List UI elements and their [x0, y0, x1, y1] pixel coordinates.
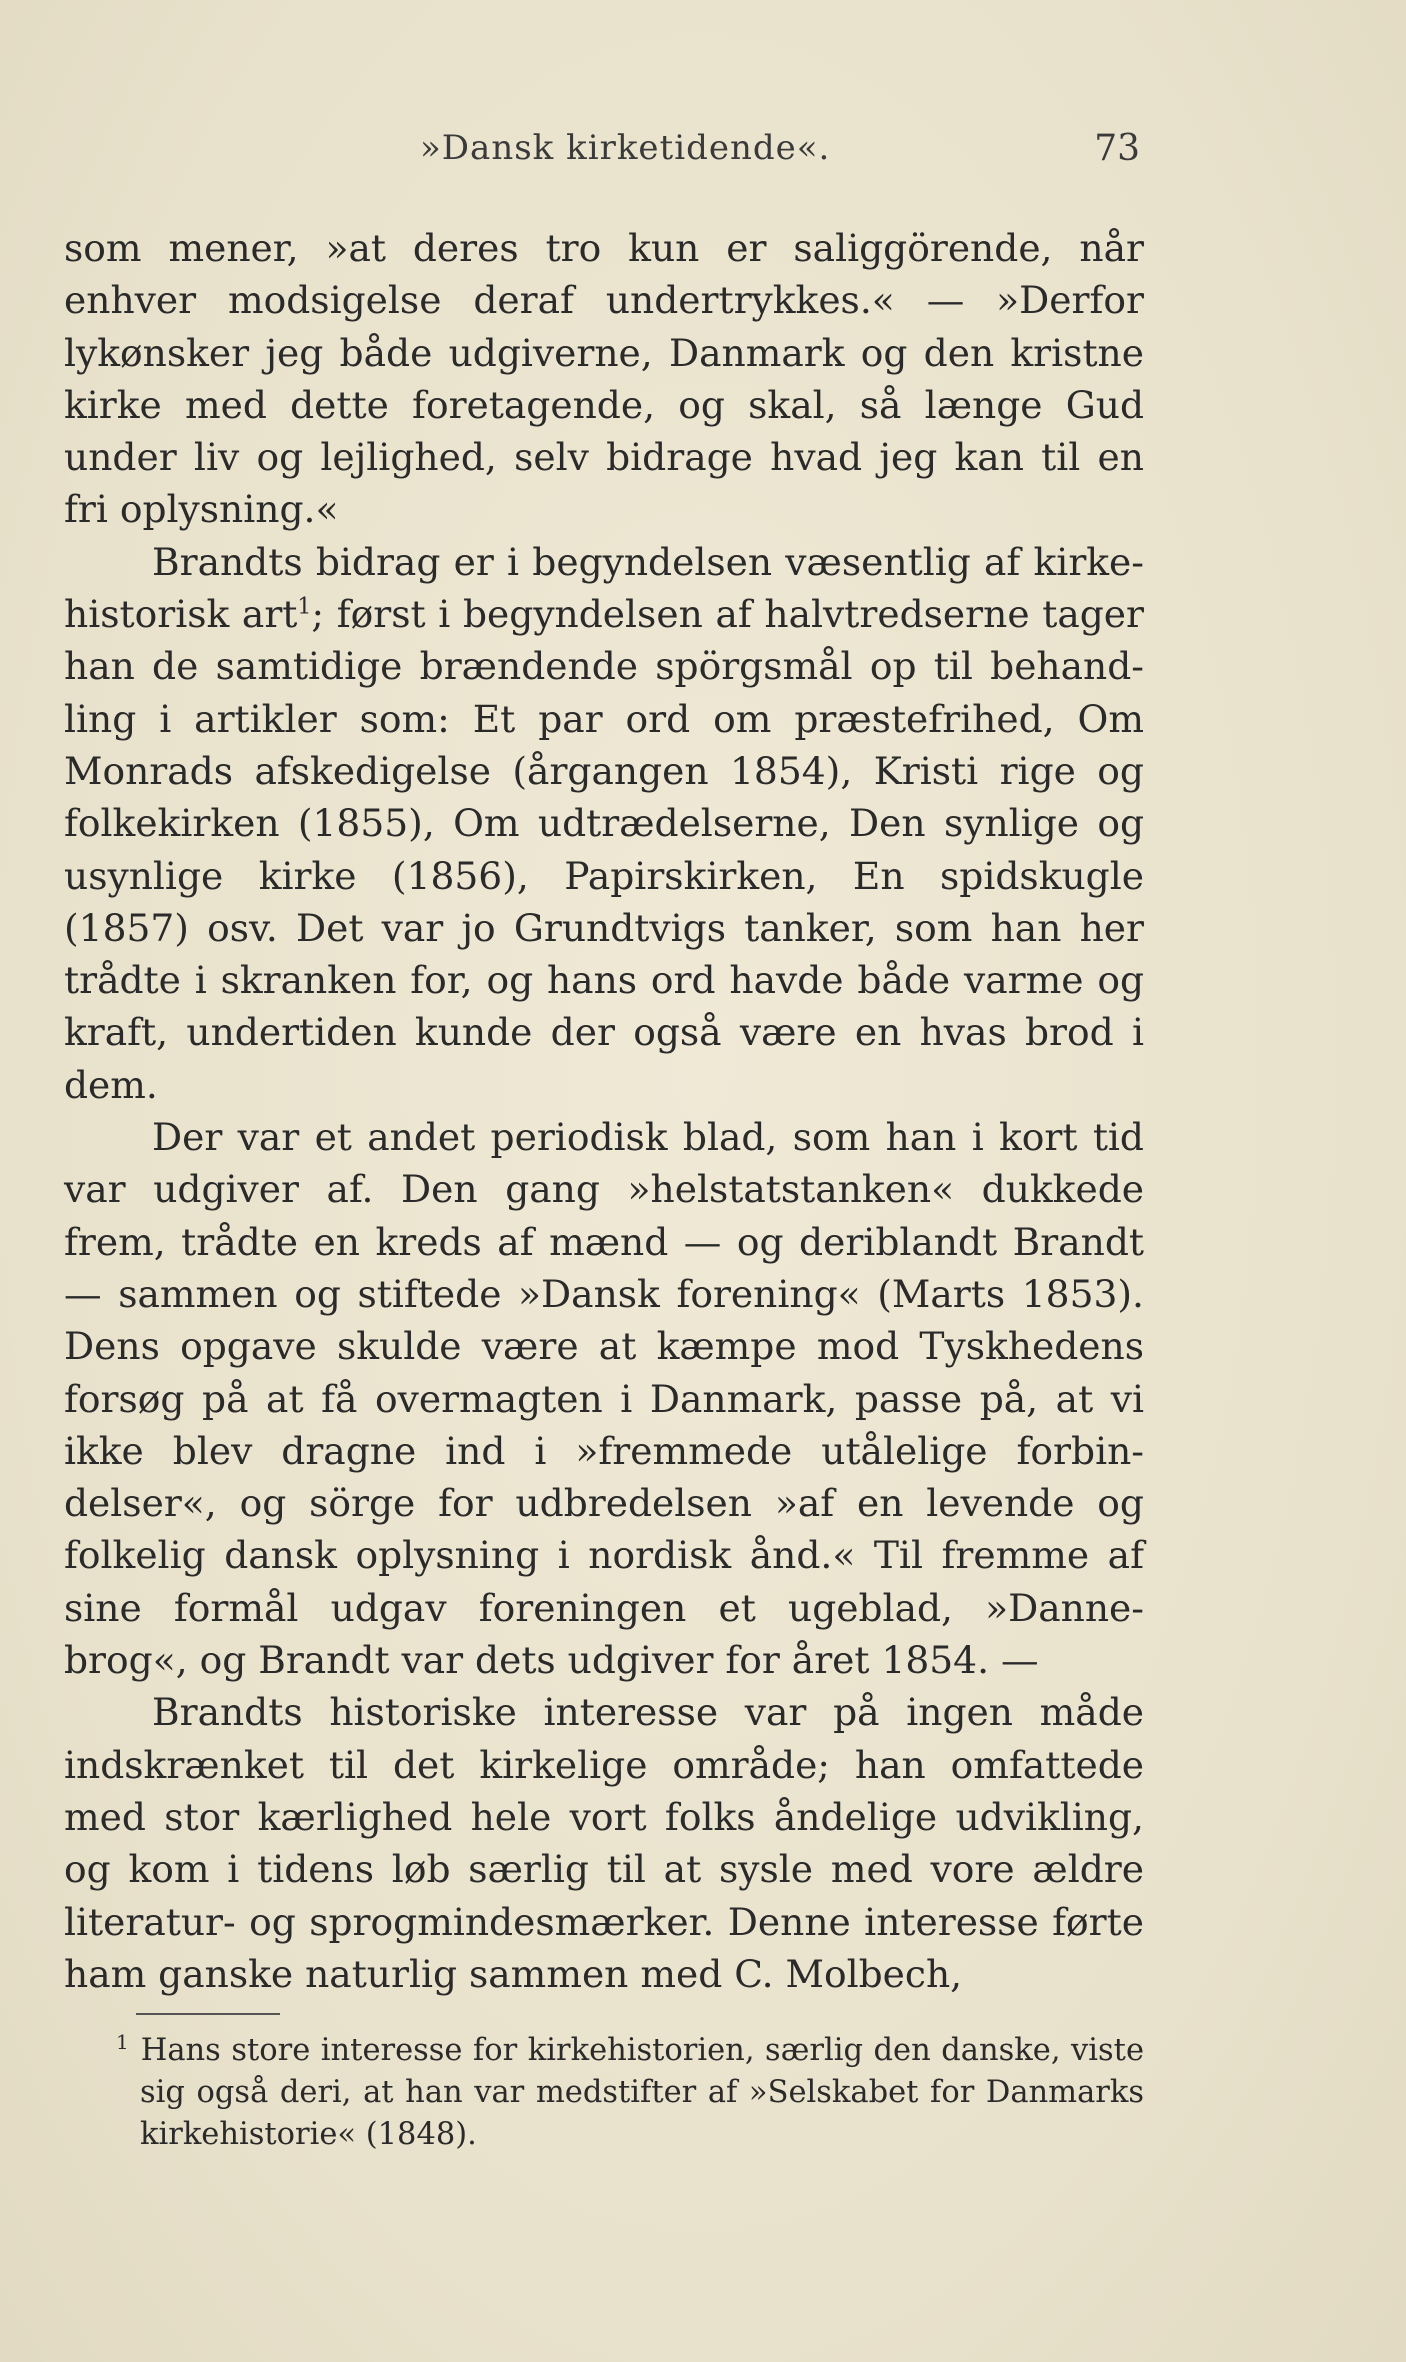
running-head: »Dansk kirketidende«.: [420, 128, 831, 168]
paragraph-1: som mener, »at deres tro kun er saliggörende, når enhver modsigelse deraf undertrykkes.« — »Derfor lykønsker jeg både udgiverne, Danmark og den kristne kirke med dette foretagende, og skal, så længe Gud under liv og lejlighed, selv bidrage hvad jeg kan til en fri oplysning.«: [64, 226, 1144, 532]
page-header: [420, 128, 1140, 178]
body-text: [64, 222, 1144, 2000]
footnote-divider: [136, 2013, 280, 2015]
paragraph-2-start: Brandts bidrag er i begyndelsen væsentlig af kirke-historisk art: [64, 539, 1144, 637]
paragraph-4: Brandts historiske interesse var på ingen måde indskrænket til det kirkelige område; han omfattede med stor kærlighed hele vort folks åndelige udvikling, og kom i tidens løb særlig til at sysle med vore ældre literatur- og sprogmindesmærker. Denne interesse førte ham ganske naturlig sammen med C. Molbech,: [64, 1690, 1144, 1996]
paragraph-2: [64, 536, 1144, 1111]
footnote-text: Hans store interesse for kirkehistorien, særlig den danske, viste sig også deri, at han var medstifter af »Selskabet for Danmarks kirkehistorie« (1848).: [140, 2033, 1144, 2152]
page-number: 73: [1094, 128, 1140, 169]
footnote: [116, 2029, 1144, 2156]
paragraph-2-rest: ; først i begyndelsen af halvtredserne tager han de samtidige brændende spörgsmål op til behand-ling i artikler som: Et par ord om præstefrihed, Om Monrads afskedigelse (årgangen 1854), Kristi rige og folkekirken (1855), Om udtrædelserne, Den synlige og usynlige kirke (1856), Papirskirken, En spidskugle (1857) osv. Det var jo Grundtvigs tanker, som han her trådte i skranken for, og hans ord havde både varme og kraft, undertiden kunde der også være en hvas brod i dem.: [64, 592, 1144, 1107]
paragraph-3: Der var et andet periodisk blad, som han i kort tid var udgiver af. Den gang »helstatstanken« dukkede frem, trådte en kreds af mænd — og deriblandt Brandt — sammen og stiftede »Dansk forening« (Marts 1853). Dens opgave skulde være at kæmpe mod Tyskhedens forsøg på at få overmagten i Danmark, passe på, at vi ikke blev dragne ind i »fremmede utålelige forbin-delser«, og sörge for udbredelsen »af en levende og folkelig dansk oplysning i nordisk ånd.« Til fremme af sine formål udgav foreningen et ugeblad, »Danne-brog«, og Brandt var dets udgiver for året 1854. —: [64, 1115, 1144, 1683]
footnote-mark: 1: [116, 2029, 129, 2054]
footnote-reference: 1: [297, 594, 312, 620]
